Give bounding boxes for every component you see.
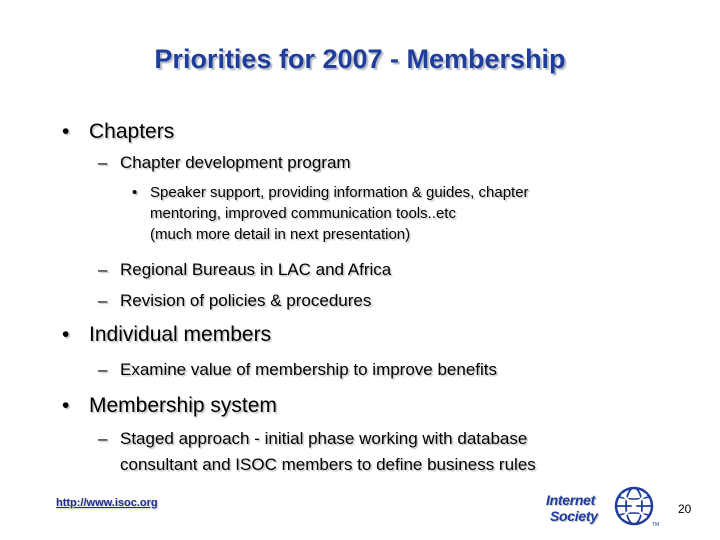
detail-line-1: Speaker support, providing information & guides, chapter [150, 184, 529, 201]
bullet-text: Chapters [89, 120, 175, 143]
sub-bullet-line-2: consultant and ISOC members to define business rules [120, 455, 536, 474]
slide-title: Priorities for 2007 - Membership [154, 44, 566, 74]
dash-icon: – [98, 153, 108, 172]
sub-bullet-text: Revision of policies & procedures [120, 291, 372, 310]
bullet-dot-icon: • [62, 323, 70, 346]
dash-icon: – [98, 360, 108, 379]
sub-bullet-text: Chapter development program [120, 153, 351, 172]
logo-trademark: TM [652, 522, 660, 528]
dash-icon: – [98, 291, 108, 310]
logo-word-internet: Internet [546, 492, 595, 508]
page-number: 20 [678, 502, 692, 516]
bullet-text: Membership system [89, 394, 277, 417]
bullet-dot-icon: • [132, 184, 138, 201]
detail-line-2: mentoring, improved communication tools..etc [150, 205, 456, 222]
internet-society-logo [542, 484, 672, 528]
dash-icon: – [98, 260, 108, 279]
sub-bullet-text: Examine value of membership to improve benefits [120, 360, 498, 379]
sub-bullet-line-1: Staged approach - initial phase working with database [120, 429, 528, 448]
internet-society-globe-icon [612, 486, 670, 528]
footer-url-link[interactable]: http://www.isoc.org [56, 497, 158, 509]
sub-bullet-text: Regional Bureaus in LAC and Africa [120, 260, 392, 279]
bullet-dot-icon: • [62, 120, 70, 143]
detail-line-3: (much more detail in next presentation) [150, 226, 411, 243]
bullet-dot-icon: • [62, 394, 70, 417]
bullet-text: Individual members [89, 323, 272, 346]
dash-icon: – [98, 429, 108, 448]
logo-word-society: Society [550, 508, 598, 524]
